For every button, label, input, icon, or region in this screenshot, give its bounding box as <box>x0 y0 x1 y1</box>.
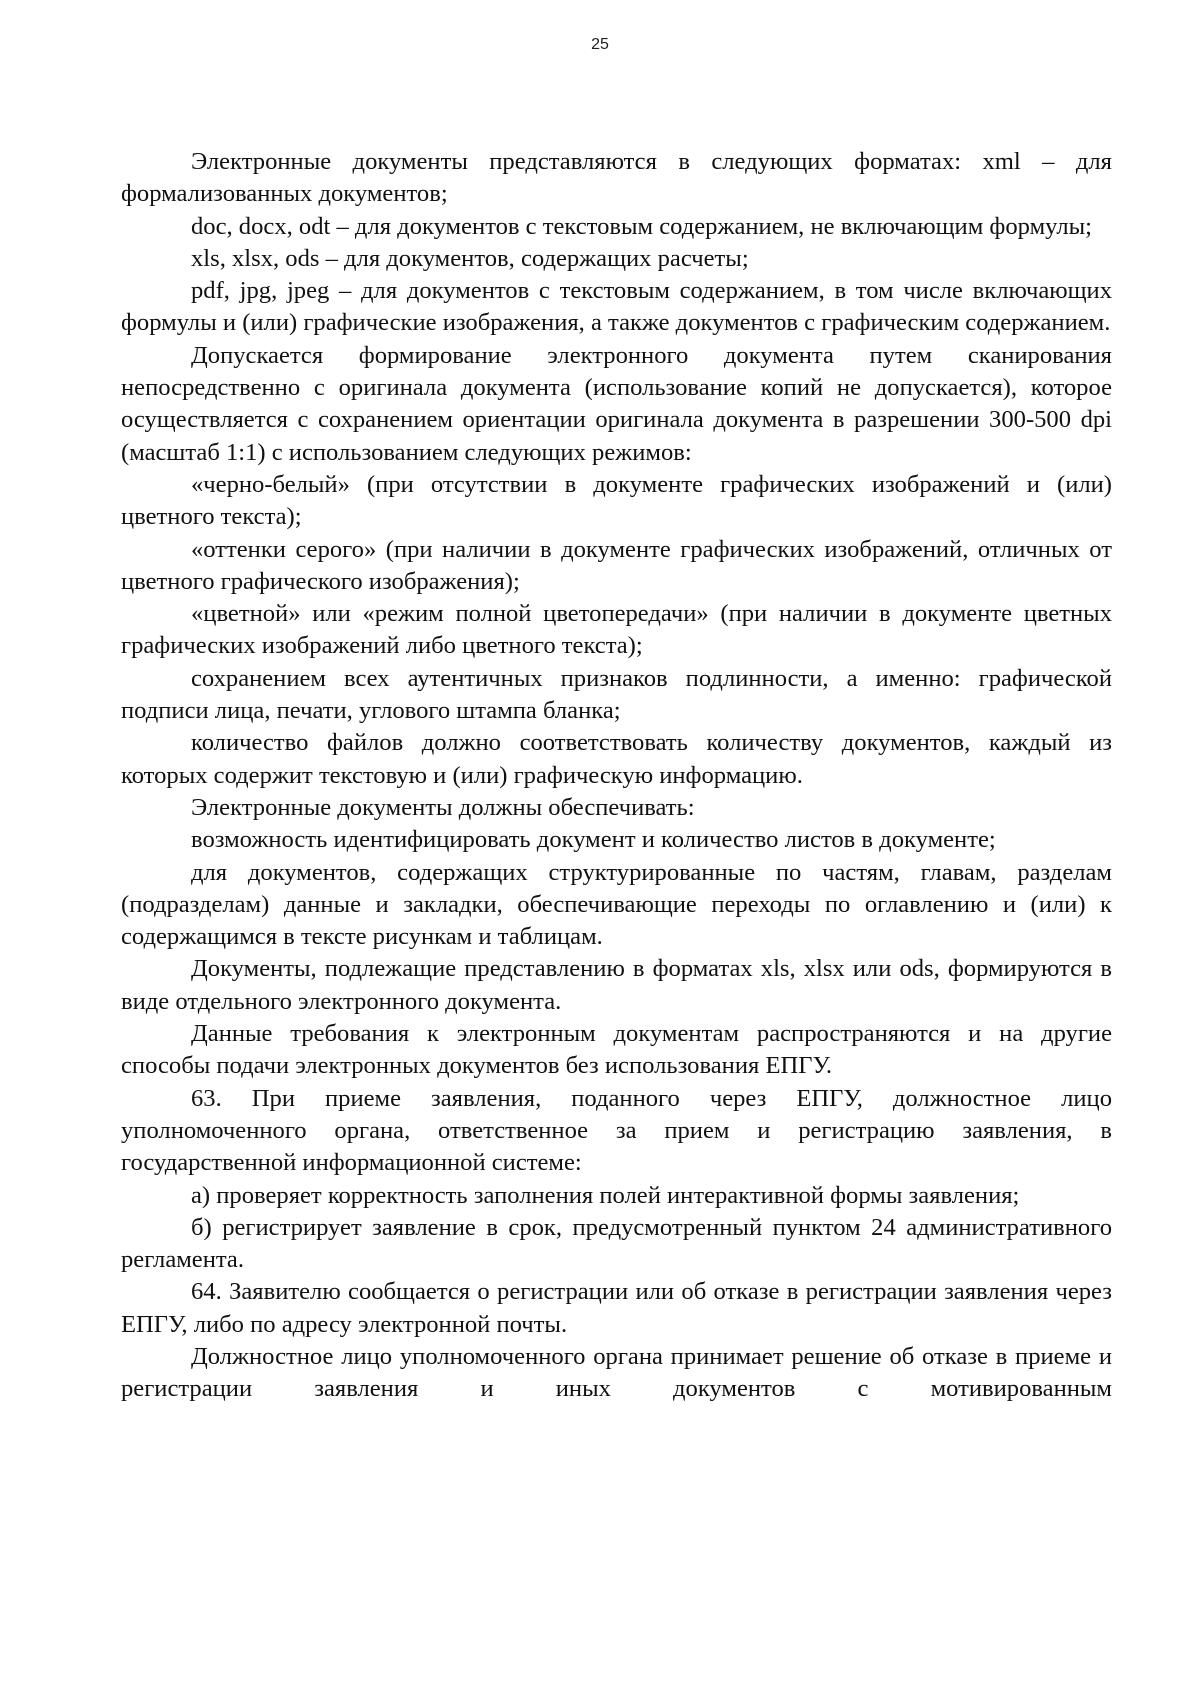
paragraph: pdf, jpg, jpeg – для документов с текстовым содержанием, в том числе включающих формулы и (или) графические изображения, а также документов с графическим содержанием. <box>121 277 1112 337</box>
paragraph: Данные требования к электронным документам распространяются и на другие способы подачи электронных документов без использования ЕПГУ. <box>121 1020 1112 1080</box>
paragraph: doc, docx, odt – для документов с текстовым содержанием, не включающим формулы; <box>191 212 1092 240</box>
document-body <box>121 146 1112 1406</box>
paragraph: Должностное лицо уполномоченного органа принимает решение об отказе в приеме и регистрации заявления и иных документов с мотивированным <box>121 1342 1112 1403</box>
paragraph: Допускается формирование электронного документа путем сканирования непосредственно с оригинала документа (использование копий не допускается), которое осуществляется с сохранением ориентации оригинала документа в разрешении 300-500 dpi (масштаб 1:1) с использованием следующих режимов: <box>121 341 1112 466</box>
paragraph: сохранением всех аутентичных признаков подлинности, а именно: графической подписи лица, печати, углового штампа бланка; <box>121 664 1112 725</box>
paragraph: Электронные документы должны обеспечивать: <box>191 793 695 821</box>
paragraph: «оттенки серого» (при наличии в документе графических изображений, отличных от цветного графического изображения); <box>121 535 1112 595</box>
paragraph: для документов, содержащих структурированные по частям, главам, разделам (подразделам) данные и закладки, обеспечивающие переходы по оглавлению и (или) к содержащимся в тексте рисункам и таблицам. <box>121 858 1112 951</box>
paragraph: Документы, подлежащие представлению в форматах xls, xlsx или ods, формируются в виде отдельного электронного документа. <box>121 955 1112 1015</box>
paragraph: 63. При приеме заявления, поданного через ЕПГУ, должностное лицо уполномоченного органа, ответственное за прием и регистрацию заявления, в государственной информационной системе: <box>121 1084 1112 1177</box>
paragraph: 64. Заявителю сообщается о регистрации или об отказе в регистрации заявления через ЕПГУ, либо по адресу электронной почты. <box>121 1278 1112 1338</box>
paragraph: возможность идентифицировать документ и количество листов в документе; <box>191 826 996 854</box>
page-number: 25 <box>591 36 609 53</box>
paragraph: xls, xlsx, ods – для документов, содержащих расчеты; <box>191 244 749 272</box>
paragraph: Электронные документы представляются в следующих форматах: xml – для формализованных документов; <box>121 148 1112 208</box>
paragraph: «черно-белый» (при отсутствии в документе графических изображений и (или) цветного текста); <box>121 470 1112 531</box>
paragraph: а) проверяет корректность заполнения полей интерактивной формы заявления; <box>191 1181 1020 1209</box>
paragraph: «цветной» или «режим полной цветопередачи» (при наличии в документе цветных графических изображений либо цветного текста); <box>121 600 1112 660</box>
paragraph: б) регистрирует заявление в срок, предусмотренный пунктом 24 административного регламента. <box>121 1213 1112 1274</box>
paragraph: количество файлов должно соответствовать количеству документов, каждый из которых содержит текстовую и (или) графическую информацию. <box>121 729 1112 789</box>
